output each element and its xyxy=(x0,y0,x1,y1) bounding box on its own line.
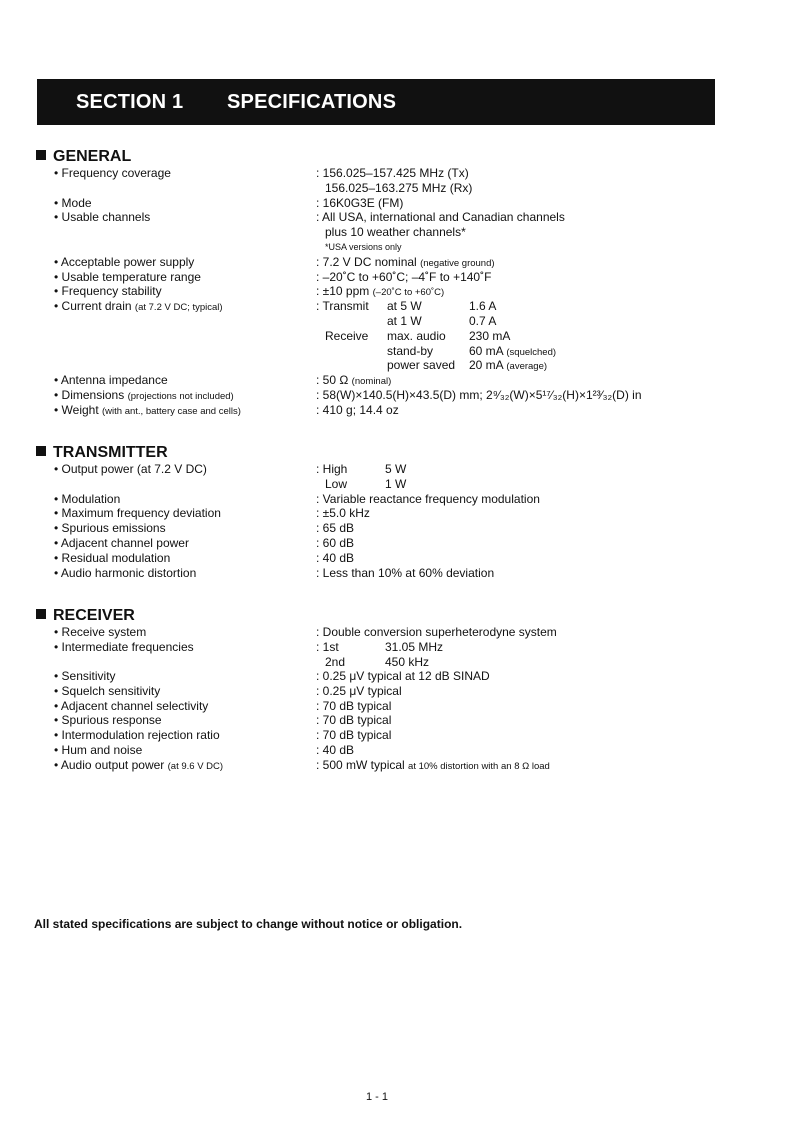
spec-value: : 0.25 μV typical at 12 dB SINAD xyxy=(316,669,490,683)
spec-value: : 50 Ω (nominal) xyxy=(316,373,392,387)
spec-value: : 156.025–157.425 MHz (Tx) xyxy=(316,166,469,180)
spec-label: • Hum and noise xyxy=(54,743,143,757)
spec-value: : 500 mW typical at 10% distortion with an 8 Ω load xyxy=(316,758,550,772)
receiver-heading xyxy=(36,607,135,625)
spec-value: : Double conversion superheterodyne system xyxy=(316,625,557,639)
receiver-heading-text: RECEIVER xyxy=(53,607,135,624)
transmitter-heading xyxy=(36,444,168,462)
spec-value: : 7.2 V DC nominal (negative ground) xyxy=(316,255,495,269)
spec-label: • Sensitivity xyxy=(54,669,116,683)
spec-label: • Frequency coverage xyxy=(54,166,171,180)
spec-value: plus 10 weather channels* xyxy=(325,225,466,239)
drain-value: 0.7 A xyxy=(469,314,497,328)
output-high-value: 5 W xyxy=(385,462,407,476)
spec-value: : ±10 ppm (–20˚C to +60˚C) xyxy=(316,284,445,298)
spec-value: 156.025–163.275 MHz (Rx) xyxy=(325,181,473,195)
spec-label: • Acceptable power supply xyxy=(54,255,195,269)
spec-label: • Mode xyxy=(54,196,92,210)
spec-value: : 40 dB xyxy=(316,551,355,565)
footnote: *USA versions only xyxy=(325,242,402,252)
drain-condition: max. audio xyxy=(387,329,446,343)
spec-value: : 16K0G3E (FM) xyxy=(316,196,404,210)
page-number: 1 - 1 xyxy=(366,1091,389,1103)
spec-label: • Residual modulation xyxy=(54,551,171,565)
drain-receive: Receive xyxy=(325,329,369,343)
spec-value: : Variable reactance frequency modulation xyxy=(316,492,540,506)
spec-label: • Usable temperature range xyxy=(54,270,201,284)
drain-value: 230 mA xyxy=(469,329,511,343)
transmitter-heading-text: TRANSMITTER xyxy=(53,444,168,461)
drain-value: 60 mA (squelched) xyxy=(469,344,557,358)
spec-value: : ±5.0 kHz xyxy=(316,506,370,520)
spec-label: • Weight (with ant., battery case and cells) xyxy=(54,403,241,417)
spec-label: • Audio harmonic distortion xyxy=(54,566,197,580)
bullet-square-icon xyxy=(36,150,46,160)
bullet-square-icon xyxy=(36,446,46,456)
drain-condition: power saved xyxy=(387,358,456,372)
spec-label: • Adjacent channel selectivity xyxy=(54,699,209,713)
spec-value: : –20˚C to +60˚C; –4˚F to +140˚F xyxy=(316,270,492,284)
spec-label: • Intermodulation rejection ratio xyxy=(54,728,220,742)
drain-condition: stand-by xyxy=(387,344,434,358)
drain-value: 1.6 A xyxy=(469,299,497,313)
spec-value: : 60 dB xyxy=(316,536,355,550)
spec-label: • Spurious response xyxy=(54,713,162,727)
spec-label: • Output power (at 7.2 V DC) xyxy=(54,462,207,476)
section-banner xyxy=(37,79,715,125)
output-low: Low xyxy=(325,477,348,491)
spec-label: • Dimensions (projections not included) xyxy=(54,388,234,402)
output-high: : High xyxy=(316,462,348,476)
spec-label: • Squelch sensitivity xyxy=(54,684,161,698)
spec-label: • Audio output power (at 9.6 V DC) xyxy=(54,758,224,772)
spec-label: • Antenna impedance xyxy=(54,373,168,387)
spec-value: : Less than 10% at 60% deviation xyxy=(316,566,495,580)
spec-value: : All USA, international and Canadian channels xyxy=(316,210,565,224)
spec-label: • Adjacent channel power xyxy=(54,536,189,550)
spec-value: : 70 dB typical xyxy=(316,699,392,713)
spec-label: • Maximum frequency deviation xyxy=(54,506,221,520)
general-heading xyxy=(36,148,131,166)
spec-value: : 410 g; 14.4 oz xyxy=(316,403,399,417)
spec-label: • Receive system xyxy=(54,625,147,639)
spec-label: • Intermediate frequencies xyxy=(54,640,194,654)
bullet-square-icon xyxy=(36,609,46,619)
spec-value: : 70 dB typical xyxy=(316,728,392,742)
if-second-value: 450 kHz xyxy=(385,655,430,669)
spec-value: : 40 dB xyxy=(316,743,355,757)
spec-value: : 65 dB xyxy=(316,521,355,535)
drain-condition: at 5 W xyxy=(387,299,422,313)
spec-label: • Modulation xyxy=(54,492,121,506)
drain-value: 20 mA (average) xyxy=(469,358,548,372)
spec-value: : 70 dB typical xyxy=(316,713,392,727)
spec-label: • Usable channels xyxy=(54,210,151,224)
drain-transmit: : Transmit xyxy=(316,299,369,313)
disclaimer: All stated specifications are subject to change without notice or obligation. xyxy=(34,917,463,931)
drain-condition: at 1 W xyxy=(387,314,422,328)
general-heading-text: GENERAL xyxy=(53,148,132,165)
if-second: 2nd xyxy=(325,655,346,669)
spec-value: : 58(W)×140.5(H)×43.5(D) mm; 2⁹⁄₃₂(W)×5¹⁷⁄₃₂(H)×1²³⁄₃₂(D) in xyxy=(316,388,642,402)
spec-label: • Current drain (at 7.2 V DC; typical) xyxy=(54,299,223,313)
if-first: : 1st xyxy=(316,640,339,654)
section-title: SPECIFICATIONS xyxy=(227,91,397,113)
section-number: SECTION 1 xyxy=(76,91,184,113)
output-low-value: 1 W xyxy=(385,477,407,491)
spec-value: : 0.25 μV typical xyxy=(316,684,402,698)
spec-label: • Spurious emissions xyxy=(54,521,166,535)
spec-label: • Frequency stability xyxy=(54,284,162,298)
if-first-value: 31.05 MHz xyxy=(385,640,444,654)
